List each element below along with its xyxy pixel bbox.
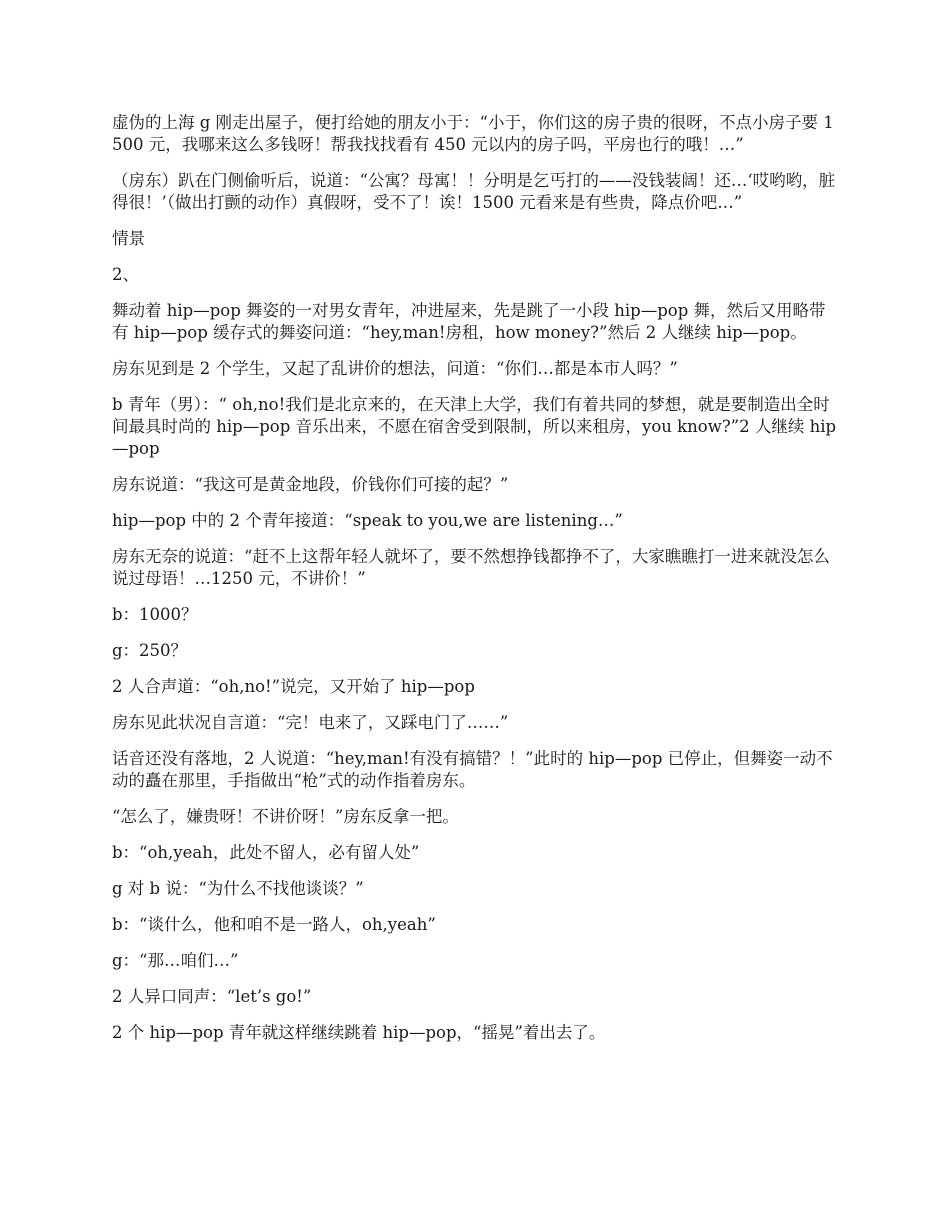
line-g-offer: g：250？	[112, 641, 188, 660]
paragraph-b-replies: b 青年（男）：“ oh,no!我们是北京来的，在天津上大学，我们有着共同的梦想，就是要制造出全时间最具时尚的 hip—pop 音乐出来，不愿在宿舍受到限制，所以来租房，you know?”2 人继续 hip—pop	[112, 395, 837, 458]
line-lets-go: 2 人异口同声：“let’s go!”	[112, 987, 312, 1006]
paragraph-couple-enters: 舞动着 hip—pop 舞姿的一对男女青年，冲进屋来，先是跳了一小段 hip—pop 舞，然后又用略带有 hip—pop 缓存式的舞姿问道：“hey,man!房租，how money?”然后 2 人继续 hip—pop。	[112, 301, 826, 342]
line-g-to-b: g 对 b 说：“为什么不找他谈谈？”	[112, 879, 364, 898]
line-b-offer: b：1000？	[112, 605, 198, 624]
paragraph-exit: 2 个 hip—pop 青年就这样继续跳着 hip—pop，“摇晃”着出去了。	[112, 1023, 606, 1042]
paragraph-landlord-eavesdrop: （房东）趴在门侧偷听后，说道：“公寓？母寓！！分明是乞丐打的——没钱装阔！还…‘哎哟哟，脏得很！’（做出打颤的动作）真假呀，受不了！诶！1500 元看来是有些贵，降点价吧…”	[112, 171, 836, 212]
paragraph-landlord-asks: 房东见到是 2 个学生，又起了乱讲价的想法，问道：“你们…都是本市人吗？”	[112, 359, 678, 378]
document-page	[112, 112, 840, 1058]
line-g-hesitate: g：“那…咱们…”	[112, 951, 239, 970]
line-b-response: b：“谈什么，他和咱不是一路人，oh,yeah”	[112, 915, 436, 934]
scene-number: 2、	[112, 265, 139, 284]
paragraph-couple-listening: hip—pop 中的 2 个青年接道：“speak to you,we are listening…”	[112, 511, 623, 530]
paragraph-couple-gun-pose: 话音还没有落地，2 人说道：“hey,man!有没有搞错？！”此时的 hip—pop 已停止，但舞姿一动不动的矗在那里，手指做出“枪”式的动作指着房东。	[112, 749, 833, 790]
paragraph-landlord-location: 房东说道：“我这可是黄金地段，价钱你们可接的起？”	[112, 475, 509, 494]
paragraph-landlord-mutters: 房东见此状况自言道：“完！电来了，又踩电门了……”	[112, 713, 509, 732]
scene-heading: 情景	[112, 229, 145, 248]
paragraph-landlord-holds: “怎么了，嫌贵呀！不讲价呀！”房东反拿一把。	[112, 807, 459, 826]
line-b-leave: b：“oh,yeah，此处不留人，必有留人处”	[112, 843, 420, 862]
paragraph-couple-oh-no: 2 人合声道：“oh,no!”说完，又开始了 hip—pop	[112, 677, 475, 696]
paragraph-landlord-price: 房东无奈的说道：“赶不上这帮年轻人就坏了，要不然想挣钱都挣不了，大家瞧瞧打一进来就没怎么说过母语！…1250 元，不讲价！”	[112, 547, 830, 588]
paragraph-phone-call: 虚伪的上海 g 刚走出屋子，便打给她的朋友小于：“小于，你们这的房子贵的很呀，不点小房子要 1500 元，我哪来这么多钱呀！帮我找找看有 450 元以内的房子吗，平房也行的哦！…”	[112, 113, 834, 154]
